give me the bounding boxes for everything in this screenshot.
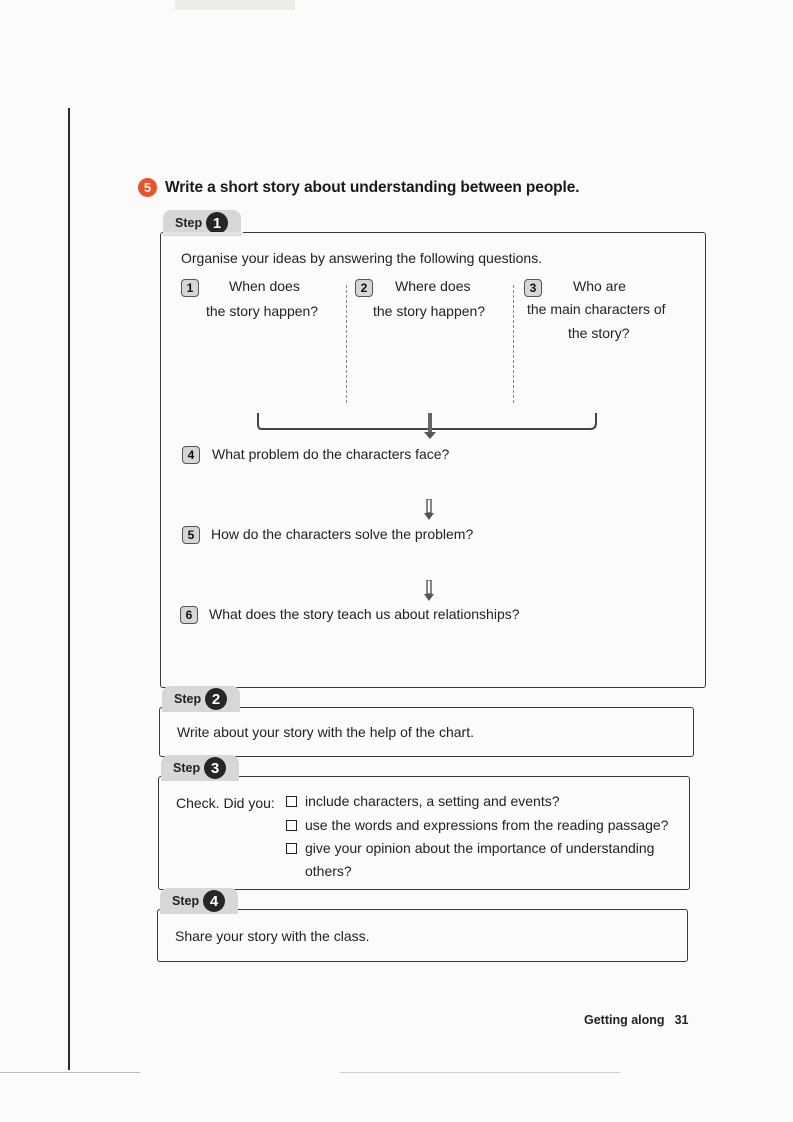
step1-intro: Organise your ideas by answering the following questions. <box>181 250 543 266</box>
q5-number: 5 <box>182 526 200 544</box>
q2-number: 2 <box>355 279 373 297</box>
step2-text: Write about your story with the help of the chart. <box>177 724 475 740</box>
step2-tab <box>162 686 240 712</box>
step1-tab-bar <box>163 232 243 235</box>
task-heading <box>138 178 579 197</box>
checkbox-1[interactable] <box>286 796 297 807</box>
bottom-rule-right <box>340 1072 620 1073</box>
q4-number: 4 <box>182 446 200 464</box>
step-label: Step <box>172 894 200 908</box>
step4-text: Share your story with the class. <box>175 928 370 944</box>
step3-lead: Check. Did you: <box>176 795 275 811</box>
bottom-rule-left <box>0 1072 140 1073</box>
step3-number-badge: 3 <box>204 757 226 779</box>
down-arrow-2 <box>424 580 434 602</box>
down-arrow-1 <box>424 499 434 521</box>
checkbox-3[interactable] <box>286 843 297 854</box>
bracket-connector <box>250 405 610 445</box>
step-label: Step <box>173 761 201 775</box>
page-smudge <box>175 0 295 10</box>
checklist-item-3-cont: others? <box>305 863 352 879</box>
checklist-item-3 <box>286 837 654 861</box>
checklist-item-2 <box>286 814 668 838</box>
q3-line1: Who are <box>573 278 626 294</box>
q2-line2: the story happen? <box>373 303 486 319</box>
step-label: Step <box>175 216 203 230</box>
checklist-text-2: use the words and expressions from the reading passage? <box>305 817 669 833</box>
q6-text: What does the story teach us about relationships? <box>209 606 520 622</box>
step2-number-badge: 2 <box>205 688 227 710</box>
footer-section: Getting along <box>584 1013 665 1027</box>
checklist-text-3: give your opinion about the importance of understanding <box>305 840 655 856</box>
q3-line3: the story? <box>568 325 630 341</box>
column-divider-1 <box>346 285 347 403</box>
q3-line2: the main characters of <box>527 301 666 317</box>
step3-tab <box>161 755 239 781</box>
task-number-badge: 5 <box>138 178 157 197</box>
column-divider-2 <box>513 285 514 403</box>
q1-number: 1 <box>181 279 199 297</box>
checkbox-2[interactable] <box>286 820 297 831</box>
q5-text: How do the characters solve the problem? <box>211 526 474 542</box>
q2-line1: Where does <box>395 278 471 294</box>
q3-number: 3 <box>524 279 542 297</box>
q1-line1: When does <box>229 278 300 294</box>
q1-line2: the story happen? <box>206 303 319 319</box>
task-title: Write a short story about understanding between people. <box>165 178 580 196</box>
page-number: 31 <box>674 1013 689 1027</box>
step1-number-badge: 1 <box>206 212 228 234</box>
checklist-text-1: include characters, a setting and events? <box>305 793 560 809</box>
page-footer <box>584 1013 688 1027</box>
step4-tab <box>160 888 238 914</box>
binding-line <box>68 108 70 1070</box>
step-label: Step <box>174 692 202 706</box>
q4-text: What problem do the characters face? <box>212 446 450 462</box>
step4-number-badge: 4 <box>203 890 225 912</box>
q6-number: 6 <box>180 606 198 624</box>
checklist-item-1 <box>286 790 560 814</box>
